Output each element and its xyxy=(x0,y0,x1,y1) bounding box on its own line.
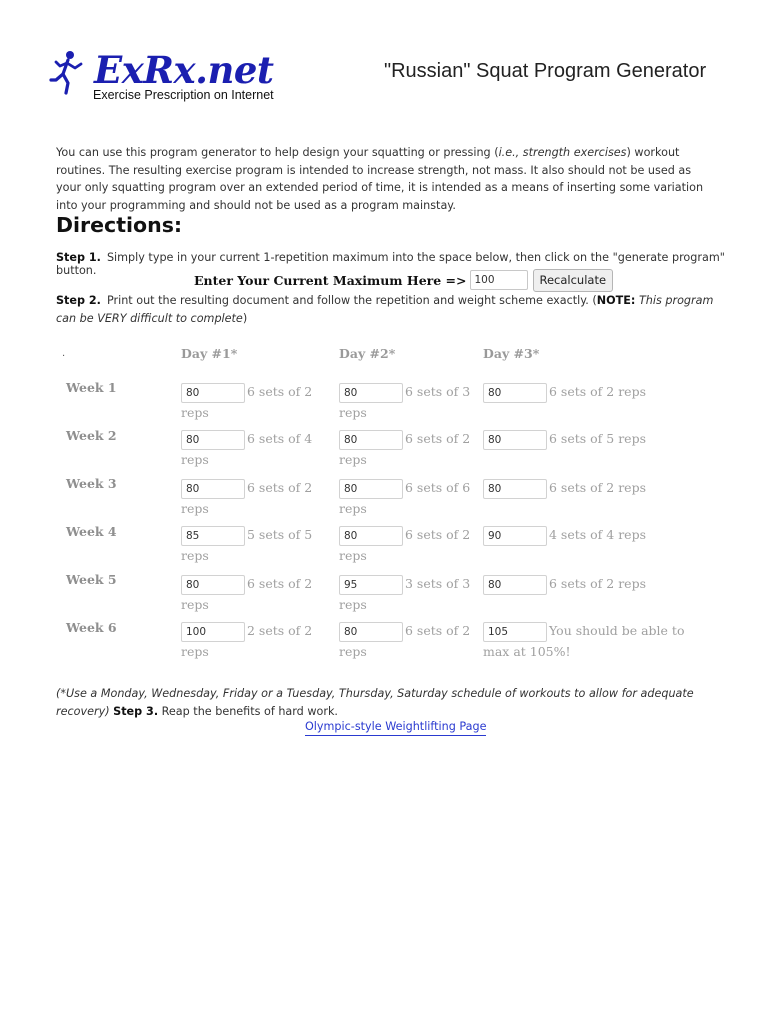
program-cell xyxy=(483,478,683,499)
recalculate-button[interactable]: Recalculate xyxy=(533,269,614,292)
week-label: Week 2 xyxy=(66,428,117,443)
step2-close: ) xyxy=(242,311,248,325)
weight-input[interactable] xyxy=(483,622,547,642)
runner-icon xyxy=(48,50,86,96)
step1-label: Step 1. xyxy=(56,251,101,264)
program-cell xyxy=(483,382,683,403)
week-label: Week 1 xyxy=(66,380,117,395)
exrx-logo[interactable] xyxy=(48,50,288,106)
day-header-1: Day #1* xyxy=(181,346,238,361)
weight-input[interactable] xyxy=(339,479,403,499)
sets-reps-text: 6 sets of 5 reps xyxy=(549,431,646,446)
max-input[interactable] xyxy=(470,270,528,290)
day-header-3: Day #3* xyxy=(483,346,540,361)
week-label: Week 6 xyxy=(66,620,117,635)
weight-input[interactable] xyxy=(339,383,403,403)
day-header-2: Day #2* xyxy=(339,346,396,361)
weight-input[interactable] xyxy=(339,430,403,450)
step1-text: Simply type in your current 1-repetition maximum into the space below, then click on the "generate program" button. xyxy=(56,251,725,277)
program-cell xyxy=(483,525,683,546)
intro-example: i.e., strength exercises xyxy=(498,146,627,159)
weight-input[interactable] xyxy=(339,526,403,546)
program-cell xyxy=(181,429,313,470)
note-label: NOTE: xyxy=(596,294,636,307)
weight-input[interactable] xyxy=(181,479,245,499)
note-text: This program can be VERY difficult to complete xyxy=(56,294,714,325)
weight-input[interactable] xyxy=(181,430,245,450)
weight-input[interactable] xyxy=(483,479,547,499)
sets-reps-text: 6 sets of 2 reps xyxy=(181,576,313,612)
weight-input[interactable] xyxy=(339,622,403,642)
intro-text-start: You can use this program generator to help design your squatting or pressing ( xyxy=(56,146,499,159)
week-label: Week 3 xyxy=(66,476,117,491)
footnote xyxy=(56,685,726,720)
max-entry-row xyxy=(194,268,613,292)
max-message: You should be able to max at 105%! xyxy=(483,623,685,659)
intro-text-end: ) workout routines. The resulting exercise program is intended to increase strength, not mass. It also should not be used as your only squatting program over an extended period of time, it is intended as a means of inserting some variation into your programming and should not be used as a program mainstay. xyxy=(56,146,704,212)
weight-input[interactable] xyxy=(339,575,403,595)
program-cell xyxy=(483,621,703,662)
sets-reps-text: 6 sets of 3 reps xyxy=(339,384,471,420)
program-cell xyxy=(339,525,471,566)
program-cell xyxy=(181,478,313,519)
logo-tagline: Exercise Prescription on Internet xyxy=(93,88,274,102)
program-cell xyxy=(181,621,313,662)
sets-reps-text: 6 sets of 2 reps xyxy=(339,623,471,659)
sets-reps-text: 6 sets of 2 reps xyxy=(181,480,313,516)
step3-text: Reap the benefits of hard work. xyxy=(161,704,338,718)
program-cell xyxy=(339,621,471,662)
program-cell xyxy=(181,525,313,566)
directions-heading: Directions: xyxy=(56,213,183,237)
sets-reps-text: 6 sets of 2 reps xyxy=(339,527,471,563)
page-title: "Russian" Squat Program Generator xyxy=(384,60,707,82)
weight-input[interactable] xyxy=(483,575,547,595)
sets-reps-text: 6 sets of 2 reps xyxy=(549,576,646,591)
sets-reps-text: 2 sets of 2 reps xyxy=(181,623,313,659)
program-cell xyxy=(339,478,471,519)
table-marker: . xyxy=(62,348,66,359)
sets-reps-text: 3 sets of 3 reps xyxy=(339,576,471,612)
sets-reps-text: 4 sets of 4 reps xyxy=(549,527,646,542)
sets-reps-text: 6 sets of 2 reps xyxy=(339,431,471,467)
schedule-note: (*Use a Monday, Wednesday, Friday or a Tuesday, Thursday, Saturday schedule of workouts to allow for adequate recovery) xyxy=(56,687,694,718)
program-cell xyxy=(181,574,313,615)
sets-reps-text: 6 sets of 2 reps xyxy=(549,384,646,399)
program-cell xyxy=(181,382,313,423)
sets-reps-text: 6 sets of 6 reps xyxy=(339,480,471,516)
program-cell xyxy=(483,574,683,595)
weight-input[interactable] xyxy=(181,575,245,595)
sets-reps-text: 5 sets of 5 reps xyxy=(181,527,313,563)
program-cell xyxy=(483,429,683,450)
step2-instruction xyxy=(56,292,716,327)
weight-input[interactable] xyxy=(181,526,245,546)
week-label: Week 5 xyxy=(66,572,117,587)
program-cell xyxy=(339,429,471,470)
weight-input[interactable] xyxy=(483,430,547,450)
weight-input[interactable] xyxy=(483,526,547,546)
week-label: Week 4 xyxy=(66,524,117,539)
sets-reps-text: 6 sets of 2 reps xyxy=(181,384,313,420)
weight-input[interactable] xyxy=(181,383,245,403)
intro-paragraph xyxy=(56,144,712,214)
sets-reps-text: 6 sets of 4 reps xyxy=(181,431,313,467)
step2-text: Print out the resulting document and follow the repetition and weight scheme exactly. ( xyxy=(106,294,597,307)
max-label: Enter Your Current Maximum Here => xyxy=(194,272,467,288)
weight-input[interactable] xyxy=(181,622,245,642)
program-cell xyxy=(339,382,471,423)
logo-brand: ExRx.net xyxy=(94,48,274,92)
step2-label: Step 2. xyxy=(56,294,101,307)
weightlifting-page-link[interactable]: Olympic-style Weightlifting Page xyxy=(305,720,486,736)
weight-input[interactable] xyxy=(483,383,547,403)
sets-reps-text: 6 sets of 2 reps xyxy=(549,480,646,495)
step3-label: Step 3. xyxy=(113,704,159,718)
program-cell xyxy=(339,574,471,615)
